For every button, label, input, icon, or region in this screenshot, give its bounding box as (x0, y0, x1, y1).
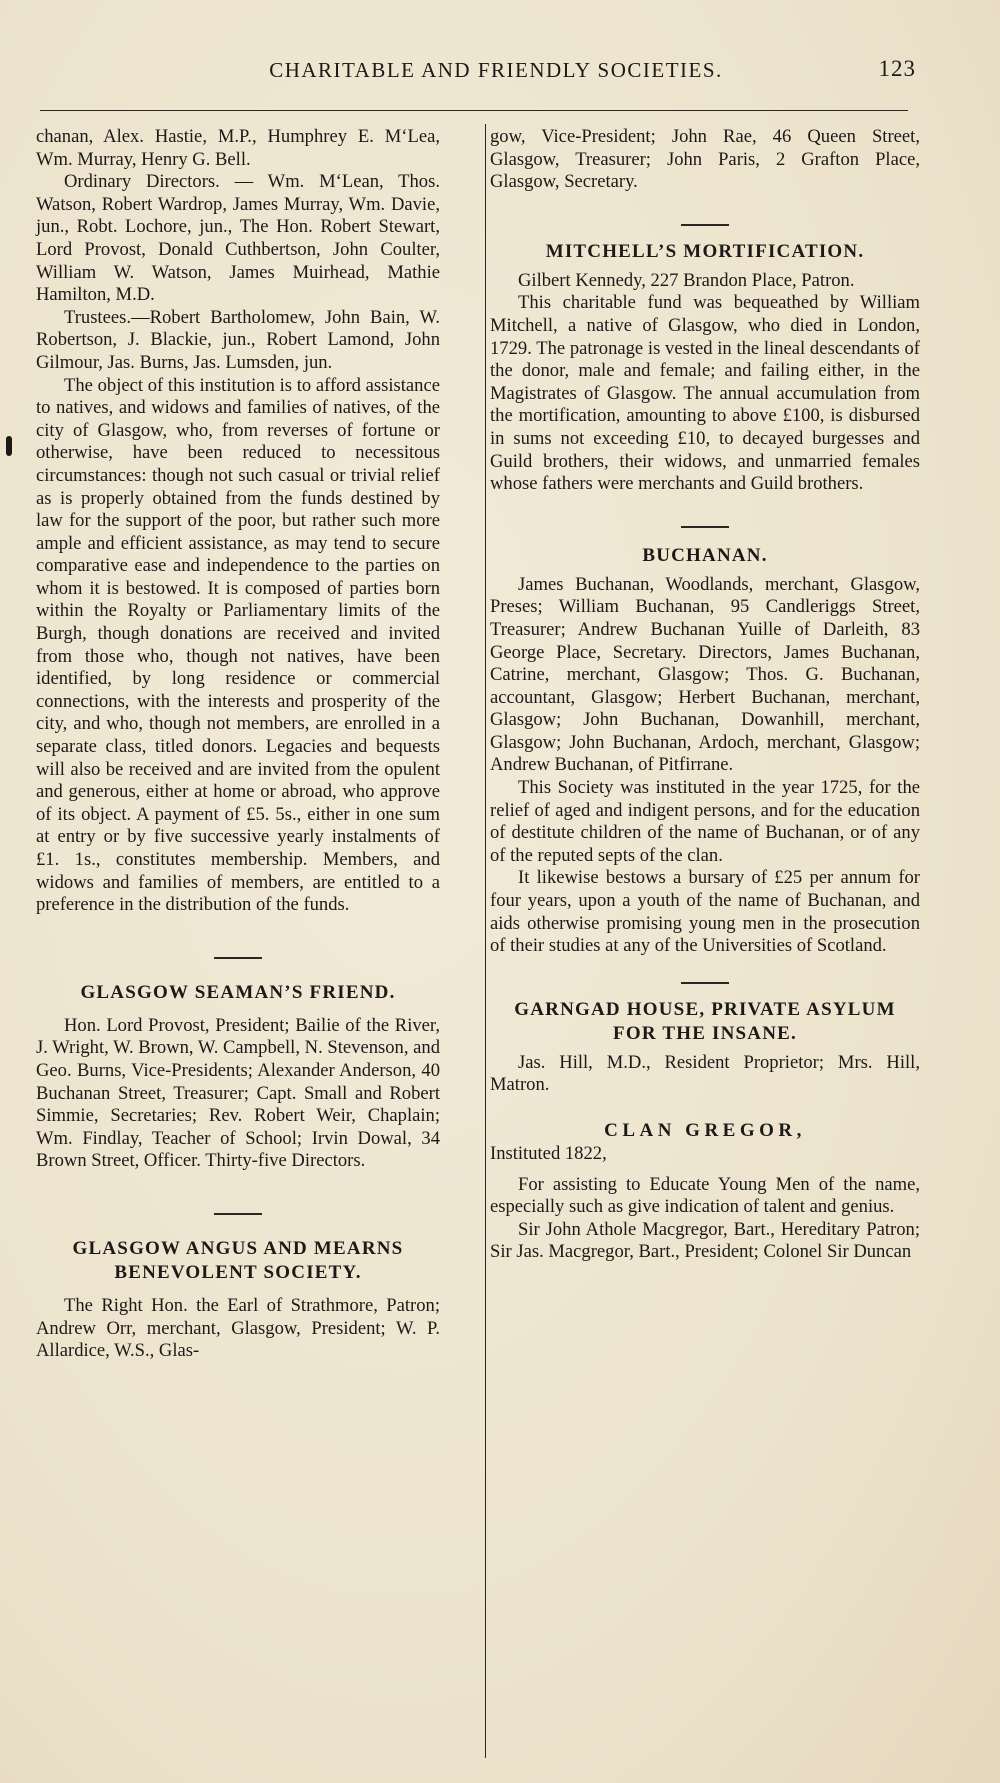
trustees-paragraph: Trustees.—Robert Bartholomew, John Bain, W. Robertson, J. Blackie, jun., Robert Lamond, John Gilmour, Jas. Burns, Jas. Lumsden, jun. (36, 306, 440, 373)
right-column (490, 126, 920, 1264)
column-divider (485, 124, 486, 1758)
section-heading-buchanan: BUCHANAN. (642, 544, 768, 566)
margin-mark (6, 436, 12, 456)
page-number: 123 (878, 56, 916, 81)
mitchell-patron-paragraph: Gilbert Kennedy, 227 Brandon Place, Patron. (518, 269, 855, 291)
seamans-friend-paragraph: Hon. Lord Provost, President; Bailie of the River, J. Wright, W. Brown, W. Campbell, N. Stevenson, and Geo. Burns, Vice-Presidents; Alexander Anderson, 40 Buchanan Street, Treasurer; Capt. Small and Robert Simmie, Secretaries; Rev. Robert Weir, Chaplain; Wm. Findlay, Teacher of School; Irvin Dowal, 34 Brown Street, Officer. Thirty-five Directors. (36, 1014, 440, 1172)
left-column (36, 126, 440, 1363)
running-head (36, 58, 916, 90)
running-title: CHARITABLE AND FRIENDLY SOCIETIES. (269, 58, 723, 82)
buchanan-society-paragraph: This Society was instituted in the year 1725, for the relief of aged and indigent persons, and for the education of destitute children of the name of Buchanan, or of any of the reputed septs of the clan. (490, 777, 920, 866)
garngad-paragraph: Jas. Hill, M.D., Resident Proprietor; Mrs. Hill, Matron. (490, 1051, 920, 1096)
buchanan-officers-paragraph: James Buchanan, Woodlands, merchant, Glasgow, Preses; William Buchanan, 95 Candleriggs Street, Treasurer; Andrew Buchanan Yuille of Darleith, 83 George Place, Secretary. Directors, James Buchanan, Catrine, merchant, Glasgow; Thos. G. Buchanan, accountant, Glasgow; Herbert Buchanan, merchant, Glasgow; John Buchanan, Dowanhill, merchant, Glasgow; John Buchanan, Ardoch, merchant, Glasgow; Andrew Buchanan, of Pitfirrane. (490, 573, 920, 776)
object-paragraph: The object of this institution is to afford assistance to natives, and widows and families of natives, of the city of Glasgow, who, from reverses of fortune or otherwise, have been reduced to necessitous circumstances: though not such casual or trivial relief as is properly obtained from the funds destined by law for the support of the poor, but rather such more ample and efficient assistance, as may tend to secure comparative ease and independence to the parties on whom it is bestowed. It is composed of parties born within the Royalty or Parliamentary limits of the Burgh, though donations are received and invited from those who, though not natives, have been identified, by long residence or commercial connections, with the interests and prosperity of the city, and who, though not members, are enrolled in a separate class, titled donors. Legacies and bequests will also be received and are invited from the opulent and generous, either at home or abroad, who approve of its object. A payment of £5. 5s., either in one sum at entry or by five successive yearly instalments of £1. 1s., constitutes membership. Members, and widows and families of members, are entitled to a preference in the distribution of the funds. (36, 374, 440, 916)
clan-gregor-instituted: Instituted 1822, (490, 1143, 607, 1164)
paragraph: chanan, Alex. Hastie, M.P., Humphrey E. M‘Lea, Wm. Murray, Henry G. Bell. (36, 126, 440, 170)
section-heading-angus-mearns: GLASGOW ANGUS AND MEARNS BENEVOLENT SOCIETY. (72, 1237, 404, 1283)
header-rule (40, 110, 908, 111)
paragraph: gow, Vice-President; John Rae, 46 Queen Street, Glasgow, Treasurer; John Paris, 2 Grafton Place, Glasgow, Secretary. (490, 126, 920, 193)
section-heading-clan-gregor: CLAN GREGOR, (604, 1120, 806, 1141)
clan-gregor-purpose-paragraph: For assisting to Educate Young Men of the name, especially such as give indication of talent and genius. (490, 1173, 920, 1218)
section-heading-garngad-house: GARNGAD HOUSE, PRIVATE ASYLUM FOR THE INSANE. (514, 998, 896, 1044)
ordinary-directors-paragraph: Ordinary Directors. — Wm. M‘Lean, Thos. Watson, Robert Wardrop, James Murray, Wm. Davie, jun., Robt. Lochore, jun., The Hon. Robert Stewart, Lord Provost, Donald Cuthbertson, John Coulter, William W. Watson, James Muirhead, Mathie Hamilton, M.D. (36, 171, 440, 306)
clan-gregor-officers-paragraph: Sir John Athole Macgregor, Bart., Hereditary Patron; Sir Jas. Macgregor, Bart., President; Colonel Sir Duncan (490, 1218, 920, 1263)
section-heading-mitchells-mortification: MITCHELL’S MORTIFICATION. (545, 240, 865, 262)
angus-mearns-paragraph: The Right Hon. the Earl of Strathmore, Patron; Andrew Orr, merchant, Glasgow, President; W. P. Allardice, W.S., Glas- (36, 1294, 440, 1362)
section-heading-seamans-friend: GLASGOW SEAMAN’S FRIEND. (80, 981, 396, 1003)
mitchell-fund-paragraph: This charitable fund was bequeathed by William Mitchell, a native of Glasgow, who died in London, 1729. The patronage is vested in the lineal descendants of the donor, male and female; and failing either, in the Magistrates of Glasgow. The annual accumulation from the mortification, amounting to above £100, is disbursed in sums not exceeding £10, to decayed burgesses and Guild brothers, their widows, and unmarried females whose fathers were merchants and Guild brothers. (490, 292, 920, 495)
buchanan-bursary-paragraph: It likewise bestows a bursary of £25 per annum for four years, upon a youth of the name of Buchanan, and aids otherwise promising young men in the prosecution of their studies at any of the Universities of Scotland. (490, 867, 920, 957)
